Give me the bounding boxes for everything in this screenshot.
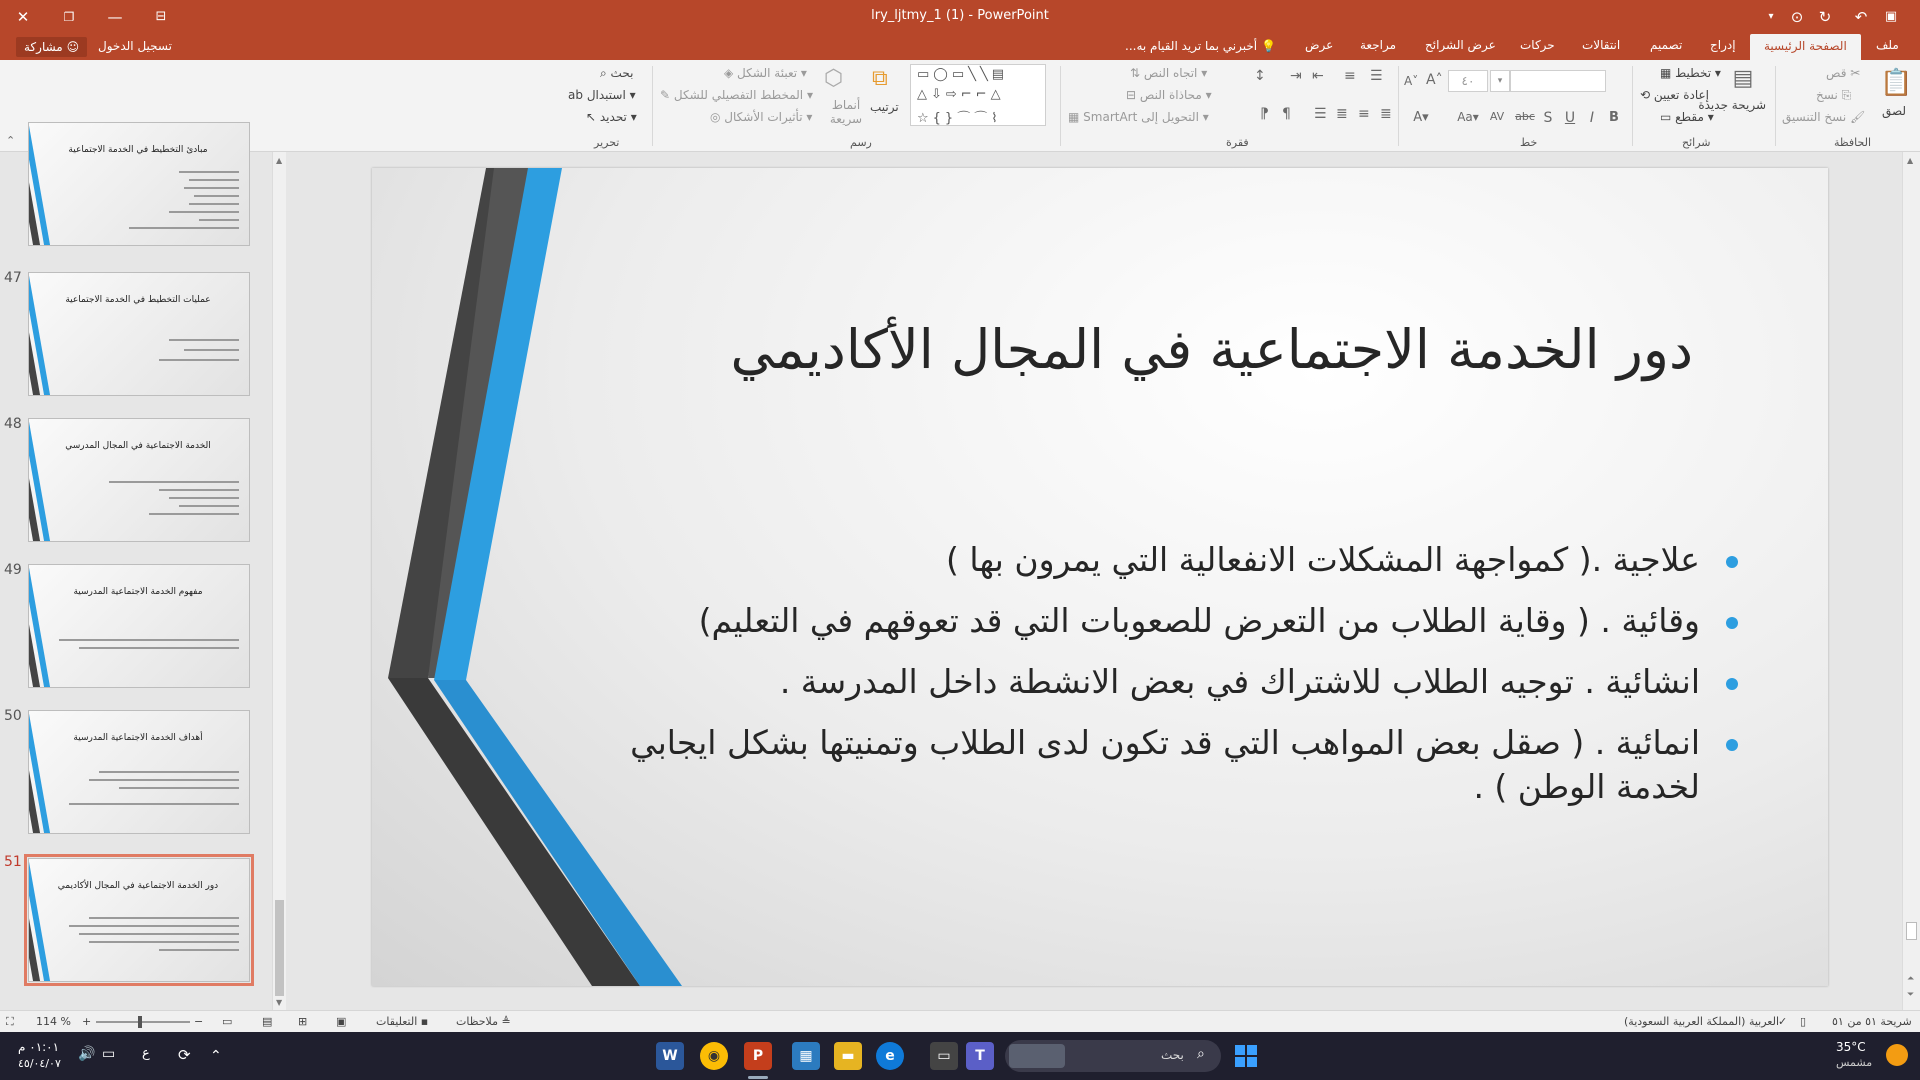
start-from-beginning-icon[interactable]: ⊙: [1790, 8, 1804, 26]
bullet-item: علاجية .( كمواجهة المشكلات الانفعالية التي يمرون بها ): [580, 538, 1700, 582]
thumbnail-title: مفهوم الخدمة الاجتماعية المدرسية: [73, 587, 203, 597]
select-button[interactable]: ▾ تحديد ↖: [586, 110, 637, 124]
thumbnail-title: مبادئ التخطيط في الخدمة الاجتماعية: [68, 145, 208, 155]
tab-design[interactable]: تصميم: [1650, 38, 1683, 52]
word-icon[interactable]: W: [656, 1042, 684, 1070]
fit-slide-icon[interactable]: ⛶: [6, 1015, 14, 1028]
notes-icon: ≜: [501, 1015, 511, 1028]
convert-smartart-button[interactable]: ▾ التحويل إلى SmartArt ▦: [1068, 110, 1209, 124]
shape-effects-button[interactable]: ▾ تأثيرات الأشكال ◎: [710, 110, 813, 124]
numbering-icon[interactable]: ≡: [1344, 68, 1356, 84]
section-button[interactable]: ▾ مقطع ▭: [1660, 110, 1714, 124]
shapes-row-1: ▭◯▭╲╲▤: [917, 67, 1009, 82]
scroll-thumb[interactable]: [275, 900, 284, 996]
slide-thumbnail-active[interactable]: [28, 858, 250, 982]
volume-icon[interactable]: 🔊: [78, 1046, 96, 1062]
font-group-label: خط: [1520, 136, 1538, 149]
editing-group-label: تحرير: [594, 136, 620, 149]
tab-file[interactable]: ملف: [1876, 38, 1899, 52]
taskbar: [0, 1032, 1920, 1080]
weather-temp[interactable]: 35°C: [1836, 1040, 1866, 1054]
close-window-icon[interactable]: ✕: [16, 8, 30, 26]
spellcheck-icon[interactable]: ✓: [1778, 1015, 1788, 1028]
bullet-dot: [1726, 556, 1738, 568]
decrease-indent-icon[interactable]: ⇤: [1312, 68, 1324, 84]
shapes-gallery[interactable]: [910, 64, 1046, 126]
teams-icon[interactable]: T: [966, 1042, 994, 1070]
bullet-dot: [1726, 617, 1738, 629]
text-shadow-icon[interactable]: S: [1543, 110, 1553, 126]
text-direction-button[interactable]: ▾ اتجاه النص ⇅: [1130, 66, 1208, 80]
new-slide-button[interactable]: شريحة جديدة: [1698, 98, 1766, 112]
slide-thumbnail[interactable]: [28, 272, 250, 396]
zoom-slider-thumb[interactable]: [138, 1016, 142, 1028]
separator: [652, 66, 653, 146]
align-text-button[interactable]: ▾ محاذاة النص ⊟: [1126, 88, 1212, 102]
ribbon-display-options-icon[interactable]: ⊟: [155, 9, 167, 24]
redo-icon[interactable]: ↻: [1818, 8, 1832, 26]
clock-time[interactable]: ٠١:٠١ م: [18, 1040, 60, 1054]
shape-fill-button[interactable]: ▾ تعبئة الشكل ◈: [724, 66, 807, 80]
network-icon[interactable]: ▭: [102, 1046, 116, 1062]
status-bar: [0, 1010, 1920, 1032]
underline-icon[interactable]: U: [1564, 110, 1576, 126]
comment-icon: ▪: [420, 1015, 429, 1028]
previous-slide-icon[interactable]: ⏶: [1907, 974, 1915, 984]
slide-thumbnail[interactable]: [28, 418, 250, 542]
show-hidden-icons[interactable]: ⌃: [210, 1048, 222, 1064]
bullet-item: انشائية . توجيه الطلاب للاشتراك في بعض الانشطة داخل المدرسة .: [580, 660, 1700, 704]
font-name-dropdown-icon[interactable]: ▾: [1490, 70, 1510, 92]
reset-button[interactable]: إعادة تعيين ⟲: [1640, 88, 1709, 102]
language-indicator[interactable]: العربية (المملكة العربية السعودية): [1624, 1015, 1780, 1028]
scroll-thumb[interactable]: [1906, 922, 1917, 940]
scroll-up-icon[interactable]: ▲: [276, 156, 283, 165]
thumbnail-title: دور الخدمة الاجتماعية في المجال الأكاديمي: [57, 881, 219, 891]
drawing-group-label: رسم: [850, 136, 872, 149]
slides-group-label: شرائح: [1682, 136, 1711, 149]
bullet-item: وقائية . ( وقاية الطلاب من التعرض للصعوبات التي قد تعوقهم في التعليم): [580, 599, 1700, 643]
bullet-item: انمائية . ( صقل بعض المواهب التي قد تكون لدى الطلاب وتمنيتها بشكل ايجابي لخدمة الوطن ) .: [580, 721, 1700, 809]
title-bar: [0, 0, 1920, 34]
slide-sorter-icon[interactable]: ⊞: [298, 1015, 308, 1028]
edge-icon[interactable]: e: [876, 1042, 904, 1070]
tab-review[interactable]: مراجعة: [1360, 38, 1397, 52]
thumbnail-title: أهداف الخدمة الاجتماعية المدرسية: [73, 733, 203, 743]
slide-number: 51: [4, 854, 22, 870]
thumbnails-scrollbar[interactable]: [272, 152, 286, 1010]
slide-edit-area: [290, 152, 1915, 1010]
minimize-window-icon[interactable]: —: [107, 8, 123, 26]
collapse-ribbon-icon[interactable]: ⌃: [6, 134, 16, 147]
bullets-icon[interactable]: ☰: [1370, 68, 1383, 84]
slide-thumbnail[interactable]: [28, 564, 250, 688]
slide-title[interactable]: دور الخدمة الاجتماعية في المجال الأكاديمي: [730, 318, 1693, 381]
bold-icon[interactable]: B: [1609, 110, 1619, 125]
new-slide-icon[interactable]: ▤: [1732, 66, 1754, 91]
tab-insert[interactable]: إدراج: [1710, 38, 1736, 52]
separator: [1632, 66, 1633, 146]
slide-number: 48: [4, 416, 22, 432]
normal-view-icon[interactable]: ▣: [336, 1015, 347, 1028]
increase-font-icon[interactable]: A˄: [1426, 72, 1443, 88]
slideshow-view-icon[interactable]: ▭: [222, 1015, 233, 1028]
italic-icon[interactable]: I: [1589, 110, 1595, 126]
replace-button[interactable]: ▾ استبدال ab: [568, 88, 636, 102]
search-placeholder: بحث: [1161, 1048, 1184, 1062]
powerpoint-icon[interactable]: P: [744, 1042, 772, 1070]
slide-number: 50: [4, 708, 22, 724]
slide-number: 49: [4, 562, 22, 578]
user-icon: ☺: [66, 40, 80, 54]
change-case-icon[interactable]: Aa▾: [1457, 110, 1479, 124]
shapes-row-3: ☆{}⌒⌒⌇: [917, 111, 1002, 126]
ribbon-tabs: [0, 34, 1920, 60]
bullet-dot: [1726, 678, 1738, 690]
bullet-dot: [1726, 739, 1738, 751]
save-icon[interactable]: ▣: [1884, 9, 1898, 24]
zoom-level[interactable]: 114 %: [36, 1015, 71, 1028]
scroll-up-icon[interactable]: ▲: [1907, 156, 1914, 165]
tab-animations[interactable]: حركات: [1520, 38, 1555, 52]
undo-icon[interactable]: ↶: [1854, 8, 1868, 26]
tell-me-search[interactable]: 💡 أخبرني بما تريد القيام به...: [1125, 39, 1276, 53]
slide-number: 47: [4, 270, 22, 286]
justify-icon[interactable]: ☰: [1314, 106, 1327, 122]
quick-styles-button[interactable]: أنماط سريعة: [829, 98, 863, 126]
slide-thumbnail[interactable]: [28, 710, 250, 834]
notes-button[interactable]: ≜ ملاحظات: [456, 1015, 511, 1028]
ltr-direction-icon[interactable]: ⁋: [1260, 106, 1269, 122]
weather-desc: مشمس: [1836, 1056, 1873, 1069]
sign-in-link[interactable]: تسجيل الدخول: [98, 39, 172, 53]
slide-scrollbar[interactable]: [1902, 152, 1920, 1010]
align-right-icon[interactable]: ≣: [1380, 106, 1392, 122]
ribbon: [0, 60, 1920, 152]
search-highlight-image: [1009, 1044, 1065, 1068]
separator: [1775, 66, 1776, 146]
thumbnail-title: عمليات التخطيط في الخدمة الاجتماعية: [65, 295, 211, 305]
separator: [1060, 66, 1061, 146]
search-icon: ⌕: [1197, 1046, 1205, 1062]
slide-count: شريحة ٥١ من ٥١: [1832, 1015, 1912, 1028]
find-button[interactable]: بحث ⌕: [600, 66, 634, 80]
slide-canvas[interactable]: [372, 168, 1828, 986]
scroll-down-icon[interactable]: ▼: [276, 998, 283, 1007]
window-title: lry_ljtmy_1 (1) - PowerPoint: [871, 8, 1049, 23]
zoom-in-icon[interactable]: +: [82, 1015, 92, 1028]
align-left-icon[interactable]: ≣: [1336, 106, 1348, 122]
chrome-icon[interactable]: ◉: [700, 1042, 728, 1070]
reading-view-icon[interactable]: ▤: [262, 1015, 273, 1028]
decrease-font-icon[interactable]: A˅: [1404, 74, 1419, 88]
separator: [1398, 66, 1399, 146]
rtl-direction-icon[interactable]: ¶: [1282, 106, 1291, 122]
tab-home[interactable]: الصفحة الرئيسية: [1750, 34, 1861, 60]
start-icon[interactable]: [1232, 1042, 1260, 1070]
slide-thumbnails-pane: [0, 145, 290, 1012]
restore-window-icon[interactable]: ❐: [63, 10, 75, 24]
paste-icon[interactable]: 📋: [1880, 68, 1913, 98]
next-slide-icon[interactable]: ⏷: [1907, 990, 1915, 1000]
align-center-icon[interactable]: ≡: [1358, 106, 1370, 122]
character-spacing-icon[interactable]: AV: [1489, 110, 1505, 123]
quick-styles-icon[interactable]: ⬡: [824, 66, 844, 91]
font-color-icon[interactable]: A▾: [1413, 110, 1429, 125]
store-icon[interactable]: ▦: [792, 1042, 820, 1070]
strikethrough-icon[interactable]: abc: [1515, 110, 1535, 123]
arrange-button[interactable]: ترتيب: [870, 100, 899, 114]
tab-slideshow[interactable]: عرض الشرائح: [1425, 38, 1496, 52]
shapes-row-2: △⇩⇨⌐⌐△: [917, 87, 1005, 102]
slide-thumbnail[interactable]: [28, 122, 250, 246]
tab-transitions[interactable]: انتقالات: [1582, 38, 1621, 52]
clipboard-group-label: الحافظة: [1834, 136, 1872, 149]
lightbulb-icon: 💡: [1260, 39, 1276, 53]
zoom-out-icon[interactable]: −: [194, 1015, 204, 1028]
weather-sun-icon[interactable]: [1886, 1044, 1908, 1066]
taskbar-search[interactable]: [1005, 1040, 1221, 1072]
paste-button[interactable]: لصق: [1882, 104, 1907, 118]
paragraph-group-label: فقرة: [1226, 136, 1249, 149]
font-name-field[interactable]: [1510, 70, 1606, 92]
thumbnail-title: الخدمة الاجتماعية في المجال المدرسي: [65, 441, 211, 451]
shape-outline-button[interactable]: ▾ المخطط التفصيلي للشكل ✎: [660, 88, 813, 102]
cut-button[interactable]: ✂ قص: [1826, 66, 1861, 80]
clock-date[interactable]: ٤٥/٠٤/٠٧: [18, 1057, 61, 1070]
active-app-indicator: [748, 1076, 768, 1079]
comments-button[interactable]: ▪ التعليقات: [376, 1015, 429, 1028]
accessibility-icon[interactable]: ▯: [1800, 1015, 1807, 1028]
format-painter-button[interactable]: 🖌 نسخ التنسيق: [1782, 110, 1866, 124]
slide-body[interactable]: [580, 538, 1700, 826]
copy-button[interactable]: ⎘ نسخ: [1816, 88, 1852, 102]
keyboard-language[interactable]: ع: [142, 1046, 150, 1061]
customize-toolbar-icon[interactable]: ▾: [1768, 11, 1774, 22]
increase-indent-icon[interactable]: ⇥: [1290, 68, 1302, 84]
line-spacing-icon[interactable]: ↕: [1254, 68, 1266, 84]
zoom-slider[interactable]: [96, 1021, 190, 1023]
task-view-icon[interactable]: ▭: [930, 1042, 958, 1070]
tab-view[interactable]: عرض: [1305, 38, 1334, 52]
share-button[interactable]: ☺ مشاركة: [16, 37, 87, 57]
layout-button[interactable]: ▾ تخطيط ▦: [1660, 66, 1721, 80]
font-size-field[interactable]: ٤٠: [1448, 70, 1488, 92]
sync-icon[interactable]: ⟳: [178, 1046, 191, 1064]
arrange-icon[interactable]: ⧉: [872, 66, 888, 91]
file-explorer-icon[interactable]: ▬: [834, 1042, 862, 1070]
